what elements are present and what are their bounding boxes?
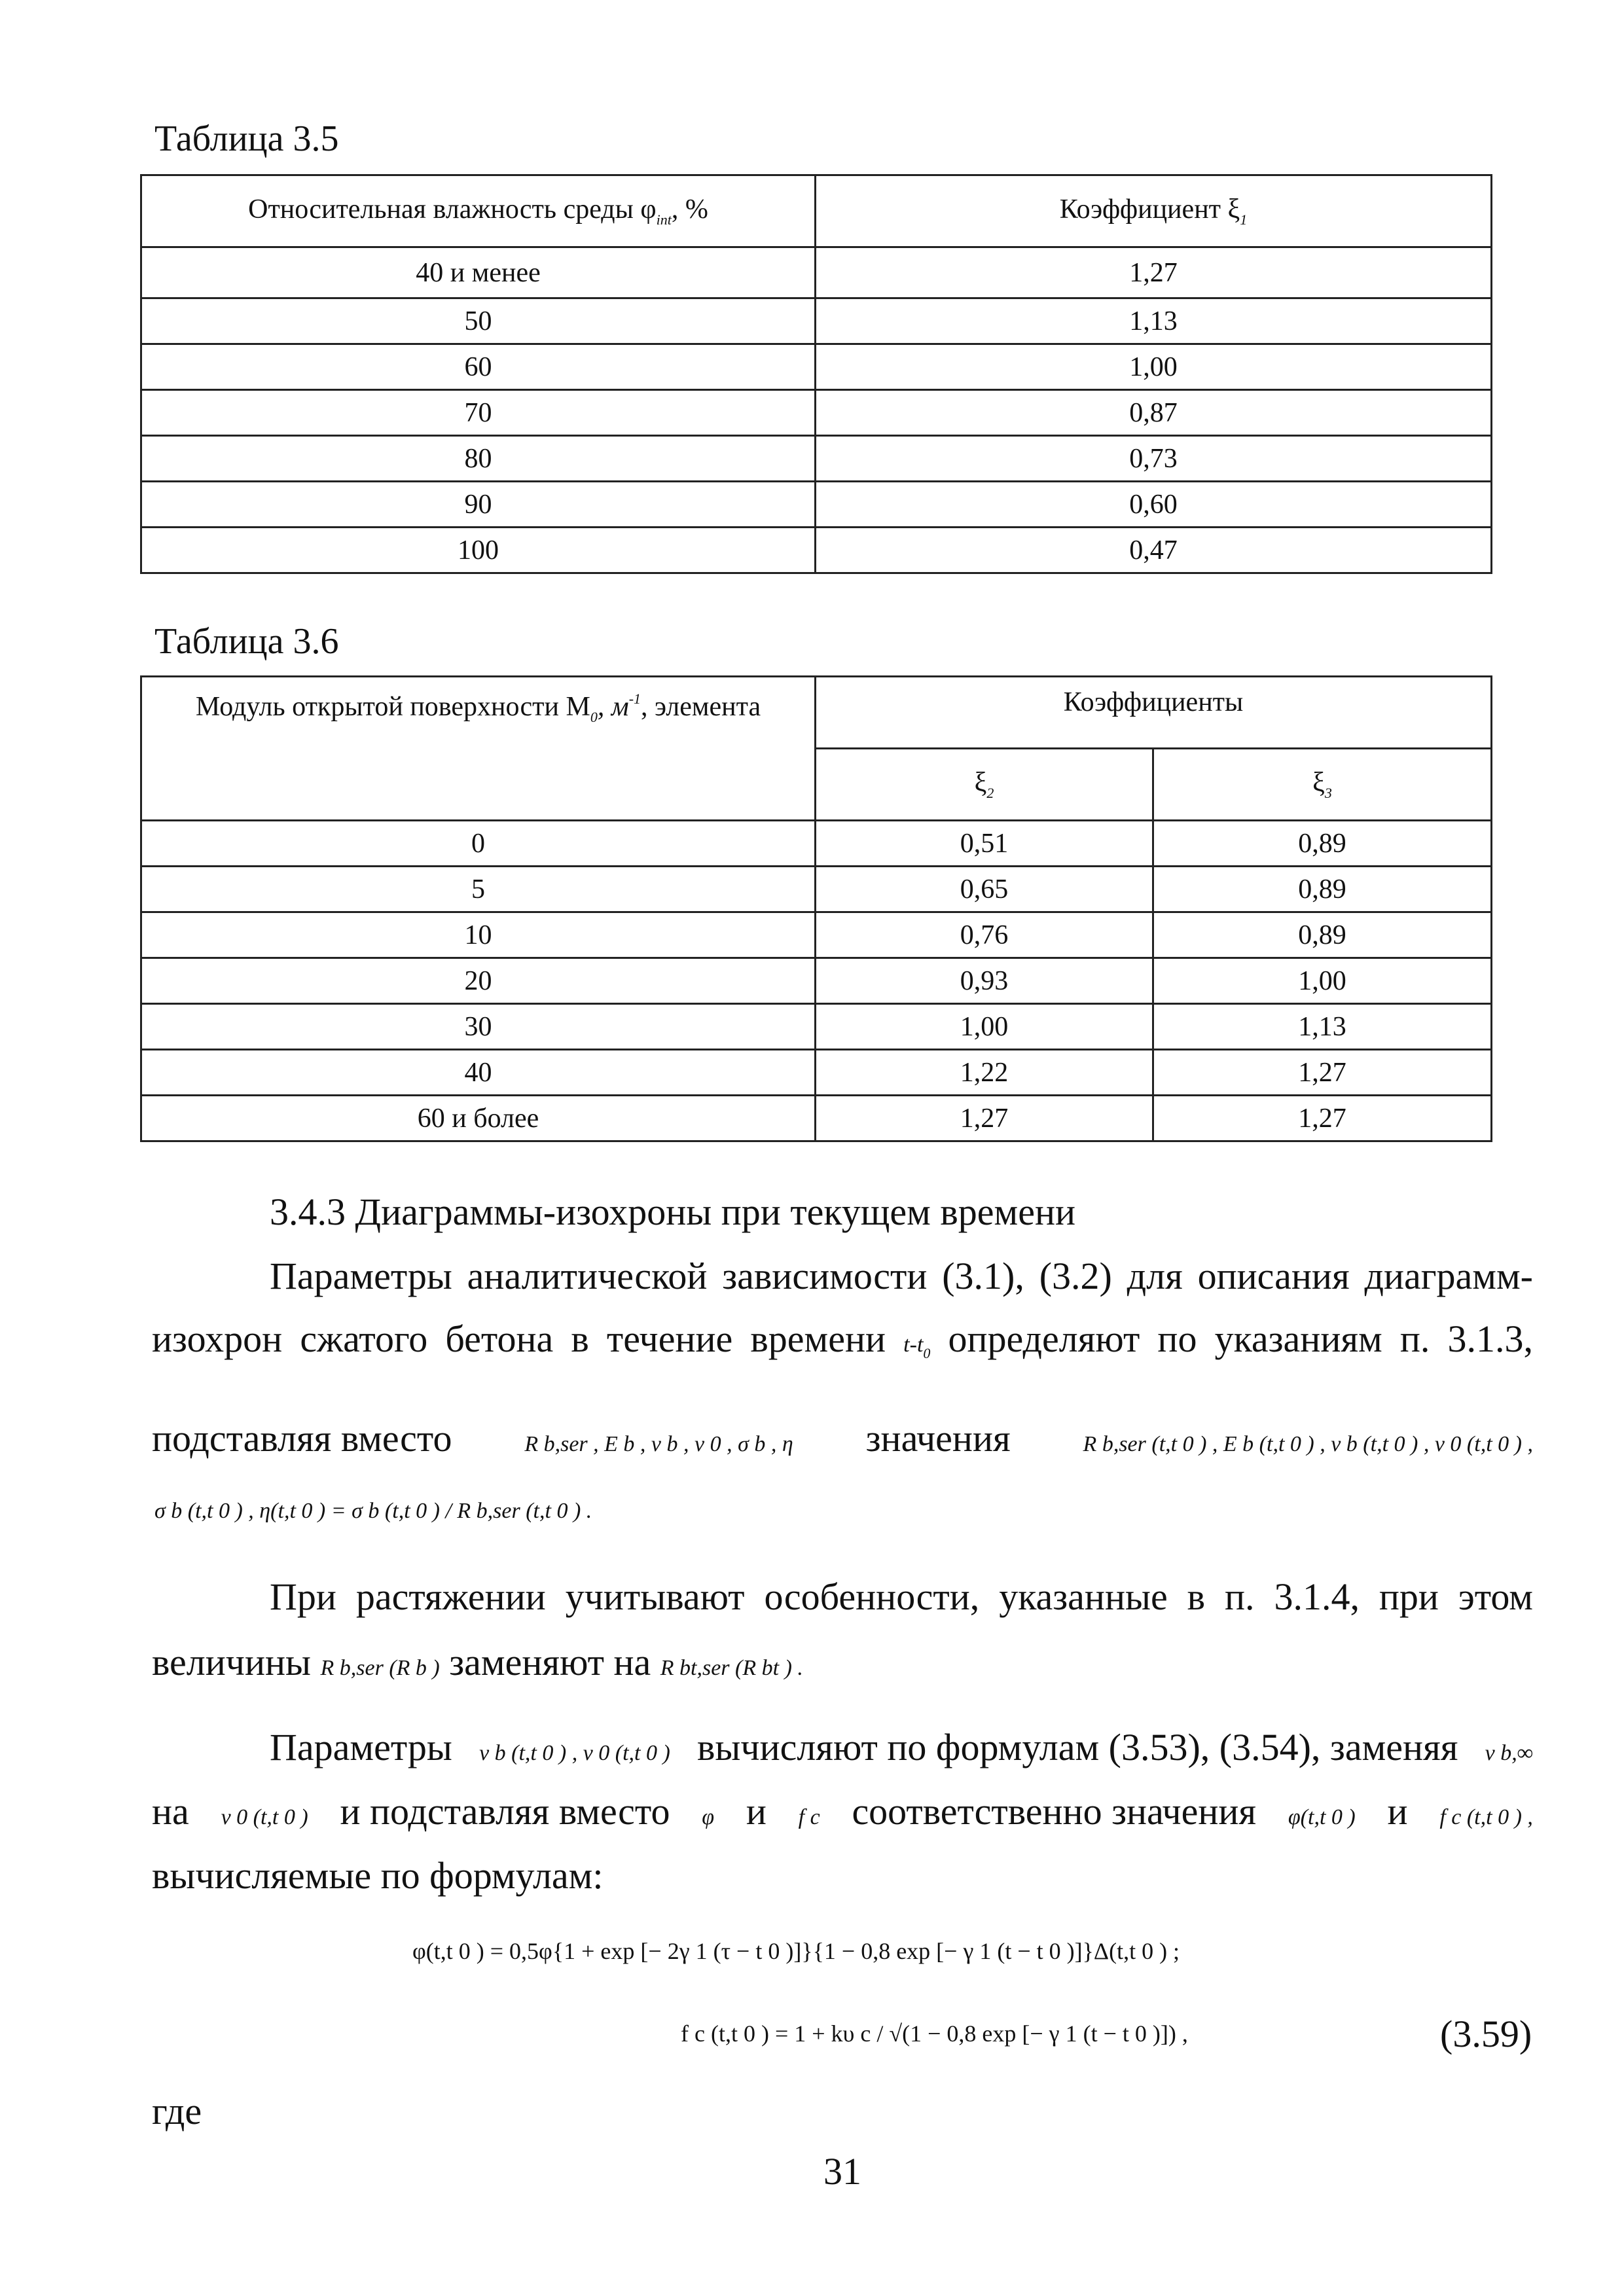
cell: 1,00 xyxy=(816,1004,1153,1050)
header-coefficient-sub: 1 xyxy=(1240,211,1248,228)
paragraph-1-line-2 xyxy=(152,1306,1533,1386)
cell: 20 xyxy=(141,958,816,1004)
cell: 60 и более xyxy=(141,1096,816,1141)
p2-line2-var1: R b,ser (R b ) xyxy=(320,1656,440,1680)
p1-var-t: t-t xyxy=(903,1333,924,1357)
cell: 1,22 xyxy=(816,1050,1153,1096)
paragraph-1-line-1: Параметры аналитической зависимости (3.1), (3.2) для описания диаграмм- xyxy=(270,1255,1533,1297)
table-row xyxy=(141,1050,1492,1096)
p3-line1-var: ν b (t,t 0 ) , ν 0 (t,t 0 ) xyxy=(479,1741,670,1765)
table-header-row xyxy=(141,175,1492,247)
table-row xyxy=(141,482,1492,528)
xi2-sub: 2 xyxy=(986,785,994,801)
header-coefficient xyxy=(816,175,1492,247)
p1-line3-values: R b,ser (t,t 0 ) , E b (t,t 0 ) , ν b (t,t 0 ) , ν 0 (t,t 0 ) , xyxy=(1083,1432,1533,1456)
p3-line1-text-a: Параметры xyxy=(270,1726,452,1768)
cell: 0,60 xyxy=(816,482,1492,528)
cell: 40 xyxy=(141,1050,816,1096)
p3-line2-var3: f c (t,t 0 ) , xyxy=(1439,1805,1533,1829)
p3-line2-phi: φ xyxy=(702,1805,715,1829)
section-heading: 3.4.3 Диаграммы-изохроны при текущем времени xyxy=(270,1191,1076,1233)
cell: 1,27 xyxy=(816,247,1492,298)
table-row xyxy=(141,344,1492,390)
table-3-5 xyxy=(140,174,1492,574)
cell: 90 xyxy=(141,482,816,528)
p3-line2-var1: ν 0 (t,t 0 ) xyxy=(221,1805,308,1829)
xi2-symbol: ξ xyxy=(974,768,987,798)
p1-var-sub: 0 xyxy=(923,1345,931,1361)
cell: 50 xyxy=(141,298,816,344)
header-xi3 xyxy=(1153,749,1492,821)
cell: 1,13 xyxy=(1153,1004,1492,1050)
p1-line3-vars: R b,ser , E b , ν b , ν 0 , σ b , η xyxy=(524,1432,793,1456)
table-3-6 xyxy=(140,675,1492,1142)
table-row xyxy=(141,298,1492,344)
p2-line2-var2: R bt,ser (R bt ) . xyxy=(660,1656,803,1680)
table-3-5-caption: Таблица 3.5 xyxy=(154,118,339,159)
header-modulus-label: Модуль открытой поверхности M xyxy=(195,692,590,722)
p3-line2-and2: и xyxy=(1387,1790,1408,1833)
cell: 0,76 xyxy=(816,912,1153,958)
table-row xyxy=(141,1096,1492,1141)
header-coefficients: Коэффициенты xyxy=(816,677,1492,749)
xi3-symbol: ξ xyxy=(1312,768,1325,798)
header-modulus-sub: 0 xyxy=(590,709,598,725)
cell: 70 xyxy=(141,390,816,436)
cell: 0,47 xyxy=(816,528,1492,573)
cell: 1,27 xyxy=(1153,1050,1492,1096)
paragraph-3-line-2 xyxy=(152,1779,1533,1850)
header-coefficient-label: Коэффициент ξ xyxy=(1059,194,1240,224)
p3-line1-var2: ν b,∞ xyxy=(1485,1741,1533,1765)
p3-line2-fc: f c xyxy=(798,1805,820,1829)
paragraph-3-line-3: вычисляемые по формулам: xyxy=(152,1854,604,1897)
cell: 80 xyxy=(141,436,816,482)
table-header-row xyxy=(141,677,1492,749)
paragraph-2-line-1: При растяжении учитывают особенности, указанные в п. 3.1.4, при этом xyxy=(270,1575,1533,1618)
cell: 100 xyxy=(141,528,816,573)
header-humidity-label: Относительная влажность среды φ xyxy=(248,194,657,224)
table-row xyxy=(141,390,1492,436)
page-number: 31 xyxy=(823,2150,861,2193)
formula-2-number: (3.59) xyxy=(1440,2013,1532,2055)
cell: 0,73 xyxy=(816,436,1492,482)
cell: 0,93 xyxy=(816,958,1153,1004)
p2-line2-text-a: величины xyxy=(152,1641,311,1683)
cell: 10 xyxy=(141,912,816,958)
header-humidity-sub: int xyxy=(656,211,672,228)
header-humidity xyxy=(141,175,816,247)
p1-line2-text-a: изохрон сжатого бетона в течение времени xyxy=(152,1318,886,1360)
p3-line1-text-b: вычисляют по формулам (3.53), (3.54), заменяя xyxy=(697,1726,1458,1768)
p1-line3-text-b: значения xyxy=(865,1417,1011,1460)
p3-line2-text-a: на xyxy=(152,1790,189,1833)
cell: 5 xyxy=(141,867,816,912)
p1-line2-var xyxy=(903,1333,931,1361)
cell: 0 xyxy=(141,821,816,867)
cell: 0,51 xyxy=(816,821,1153,867)
table-row xyxy=(141,247,1492,298)
where-word: где xyxy=(152,2090,202,2132)
table-row xyxy=(141,867,1492,912)
p2-line2-text-b: заменяют на xyxy=(449,1641,651,1683)
paragraph-2-line-2 xyxy=(152,1630,803,1701)
paragraph-1-line-3 xyxy=(152,1406,1533,1477)
table-row xyxy=(141,1004,1492,1050)
table-row xyxy=(141,528,1492,573)
p3-line2-var2: φ(t,t 0 ) xyxy=(1288,1805,1356,1829)
cell: 30 xyxy=(141,1004,816,1050)
cell: 1,00 xyxy=(1153,958,1492,1004)
header-modulus xyxy=(141,677,816,821)
xi3-sub: 3 xyxy=(1324,785,1332,801)
cell: 0,89 xyxy=(1153,867,1492,912)
p3-line2-and: и xyxy=(746,1790,767,1833)
cell: 0,89 xyxy=(1153,821,1492,867)
cell: 0,65 xyxy=(816,867,1153,912)
cell: 1,00 xyxy=(816,344,1492,390)
paragraph-1-line-4: σ b (t,t 0 ) , η(t,t 0 ) = σ b (t,t 0 ) / R b,ser (t,t 0 ) . xyxy=(154,1499,592,1523)
cell: 1,13 xyxy=(816,298,1492,344)
header-modulus-tail: , элемента xyxy=(641,692,761,722)
cell: 0,89 xyxy=(1153,912,1492,958)
formula-1: φ(t,t 0 ) = 0,5φ{1 + exp [− 2γ 1 (τ − t 0 )]}{1 − 0,8 exp [− γ 1 (t − t 0 )]}Δ(t,t 0 ) ; xyxy=(412,1938,1180,1964)
paragraph-3-line-1 xyxy=(270,1715,1533,1786)
header-modulus-unit: , м xyxy=(597,692,629,722)
table-row xyxy=(141,821,1492,867)
cell: 40 и менее xyxy=(141,247,816,298)
table-row xyxy=(141,958,1492,1004)
formula-2: f c (t,t 0 ) = 1 + kυ c / √(1 − 0,8 exp [− γ 1 (t − t 0 )]) , xyxy=(681,2020,1188,2047)
header-modulus-sup: -1 xyxy=(628,691,641,707)
p1-line3-text-a: подставляя вместо xyxy=(152,1417,452,1460)
p3-line2-text-c: соответственно значения xyxy=(852,1790,1257,1833)
cell: 1,27 xyxy=(816,1096,1153,1141)
cell: 0,87 xyxy=(816,390,1492,436)
header-xi2 xyxy=(816,749,1153,821)
table-row xyxy=(141,436,1492,482)
cell: 1,27 xyxy=(1153,1096,1492,1141)
table-3-6-caption: Таблица 3.6 xyxy=(154,621,339,662)
table-row xyxy=(141,912,1492,958)
p1-line2-text-b: определяют по указаниям п. 3.1.3, xyxy=(948,1318,1534,1360)
header-humidity-tail: , % xyxy=(671,194,708,224)
cell: 60 xyxy=(141,344,816,390)
p3-line2-text-b: и подставляя вместо xyxy=(340,1790,670,1833)
